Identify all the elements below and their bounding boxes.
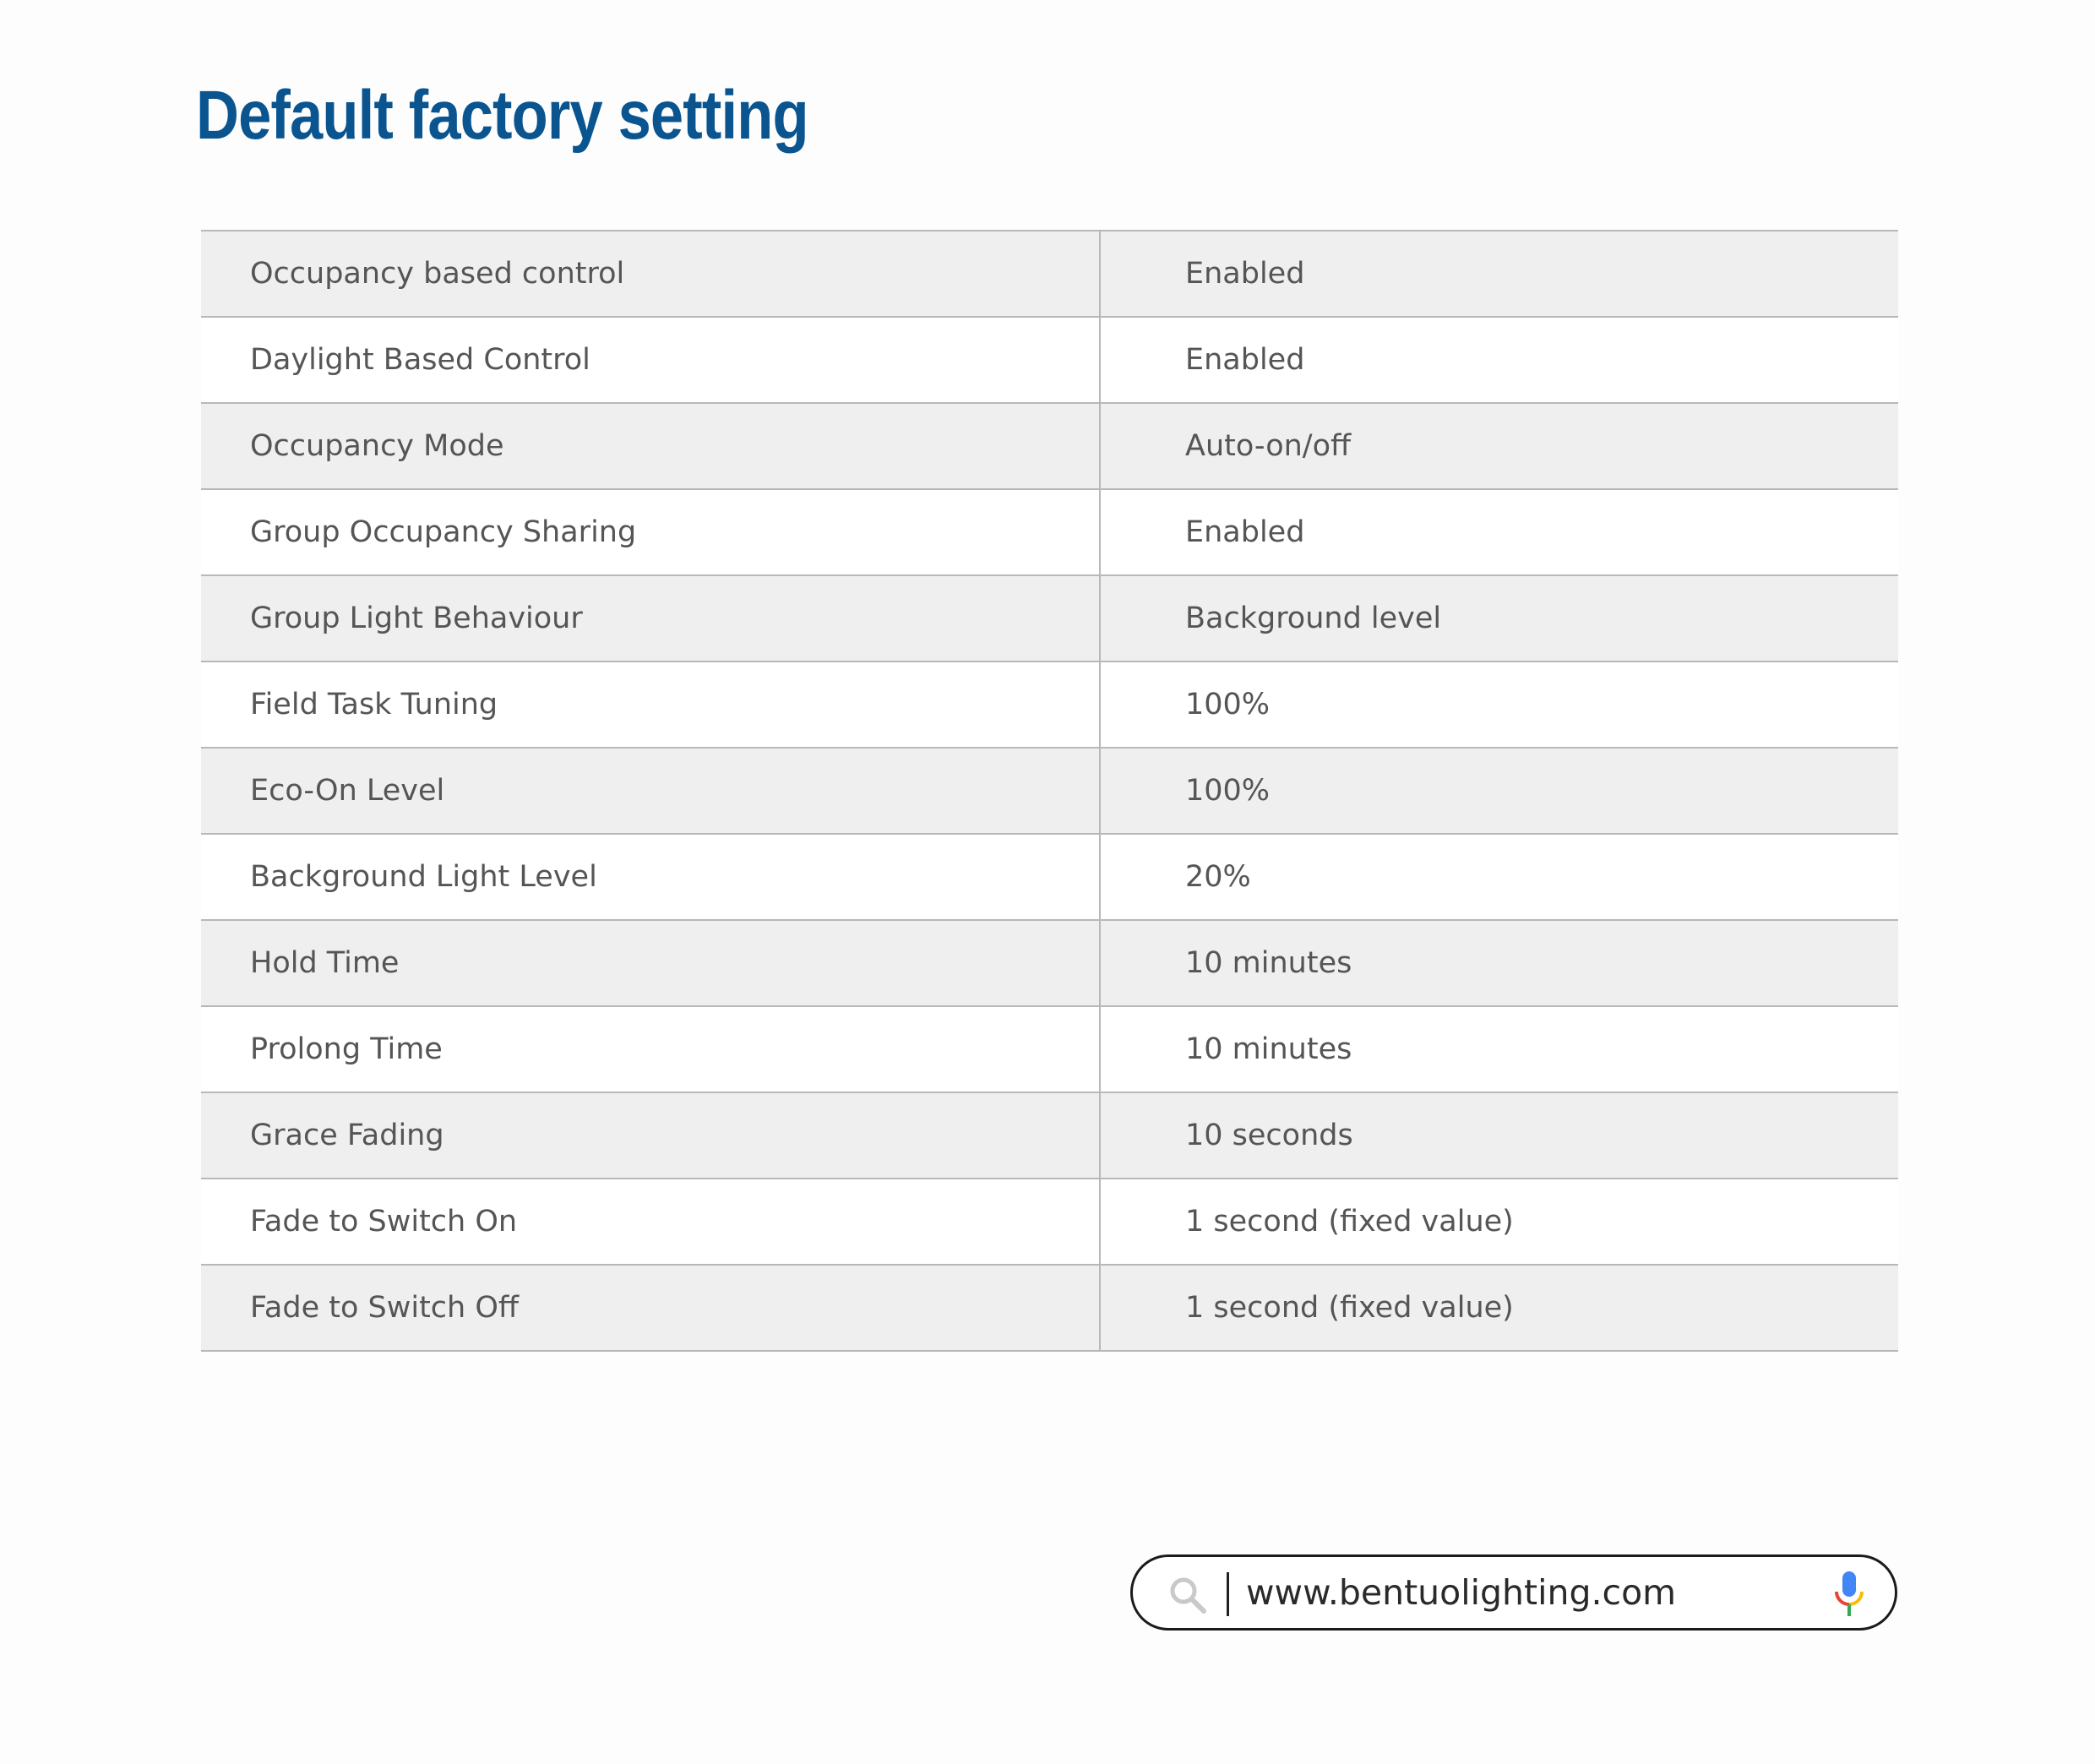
table-row [201,834,1898,920]
setting-value: 10 seconds [1100,1092,1898,1179]
setting-value: Enabled [1100,317,1898,403]
table-row [201,1092,1898,1179]
setting-value: 1 second (fixed value) [1100,1179,1898,1265]
table-row [201,575,1898,662]
setting-value: 100% [1100,662,1898,748]
search-bar[interactable] [1130,1554,1897,1631]
setting-label: Group Occupancy Sharing [201,489,1100,575]
table-row [201,231,1898,317]
table-row [201,489,1898,575]
setting-value: 100% [1100,748,1898,834]
setting-label: Background Light Level [201,834,1100,920]
table-row [201,317,1898,403]
setting-label: Eco-On Level [201,748,1100,834]
table-row [201,1265,1898,1351]
table-row [201,403,1898,489]
setting-label: Daylight Based Control [201,317,1100,403]
setting-value: Auto-on/off [1100,403,1898,489]
setting-value: Background level [1100,575,1898,662]
setting-label: Fade to Switch Off [201,1265,1100,1351]
settings-table [201,230,1898,1352]
setting-value: Enabled [1100,231,1898,317]
table-row [201,920,1898,1006]
table-row [201,1179,1898,1265]
setting-label: Occupancy Mode [201,403,1100,489]
text-cursor [1227,1572,1229,1616]
setting-value: 10 minutes [1100,1006,1898,1092]
setting-value: 1 second (fixed value) [1100,1265,1898,1351]
search-icon[interactable] [1167,1574,1209,1616]
setting-value: 20% [1100,834,1898,920]
setting-label: Field Task Tuning [201,662,1100,748]
setting-value: Enabled [1100,489,1898,575]
setting-value: 10 minutes [1100,920,1898,1006]
table-row [201,748,1898,834]
setting-label: Occupancy based control [201,231,1100,317]
page-title: Default factory setting [196,77,808,154]
microphone-icon[interactable] [1832,1570,1866,1620]
table-row [201,1006,1898,1092]
setting-label: Hold Time [201,920,1100,1006]
table-row [201,662,1898,748]
setting-label: Fade to Switch On [201,1179,1100,1265]
setting-label: Prolong Time [201,1006,1100,1092]
setting-label: Grace Fading [201,1092,1100,1179]
search-input[interactable] [1246,1567,1770,1618]
setting-label: Group Light Behaviour [201,575,1100,662]
